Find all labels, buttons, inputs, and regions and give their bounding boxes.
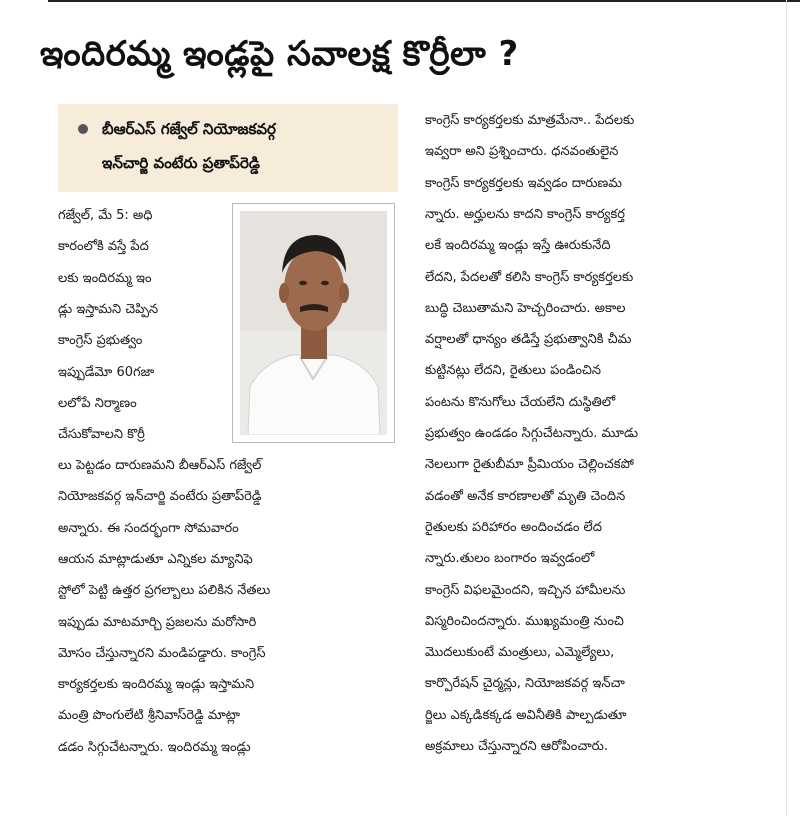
body-text-line: ఇవ్వరా అని ప్రశ్నించారు. ధనవంతులైన [425, 144, 619, 160]
body-text-line: చేసుకోవాలని కొర్రీ [58, 427, 145, 443]
body-text-line: అక్రమాలు చేస్తున్నారని ఆరోపించారు. [425, 739, 609, 754]
deck-line: ఇన్‌చార్జి వంటేరు ప్రతాప్‌రెడ్డి [102, 154, 260, 172]
body-text-line: న్నారు. అర్హులను కాదని కాంగ్రెస్ కార్యకర్త [425, 206, 626, 222]
page-edge-line [786, 0, 787, 816]
body-text-line: కార్యకర్తలకు ఇందిరమ్మ ఇండ్లు ఇస్తామని [58, 677, 255, 693]
body-text-line: కాంగ్రెస్ ప్రభుత్వం [58, 333, 143, 349]
body-text-line: లేదని, పేదలతో కలిసి కాంగ్రెస్ కార్యకర్తలకు [425, 269, 634, 285]
body-text-line: కారంలోకి వస్తే పేద [58, 239, 149, 255]
body-text-line: స్టోలో పెట్టి ఉత్తర ప్రగల్బాలు పలికిన నేతలు [58, 583, 271, 599]
body-text-line: నెలలుగా రైతుబీమా ప్రీమియం చెల్లించకపో [425, 457, 634, 473]
bullet-icon [78, 124, 88, 134]
body-text-line: ఆయన మాట్లాడుతూ ఎన్నికల మ్యానిఫె [58, 551, 253, 567]
portrait-image [240, 211, 387, 435]
body-text-line: వర్షాలతో ధాన్యం తడిస్తే ప్రభుత్వానికి చీమ [425, 332, 632, 348]
body-text-line: బుద్ధి చెబుతామని హెచ్చరించారు. అకాల [425, 300, 626, 316]
body-text-line: కార్పొరేషన్ చైర్మన్లు, నియోజకవర్గ ఇన్‌చా [425, 676, 625, 692]
body-text-line: లకే ఇందిరమ్మ ఇండ్లు ఇస్తే ఊరుకునేది [425, 238, 611, 254]
author-photo [232, 203, 395, 443]
body-text-line: ర్జిలు ఎక్కడికక్కడ అవినీతికి పాల్పడుతూ [425, 707, 627, 723]
body-text-line: వడంతో అనేక కారణాలతో మృతి చెందిన [425, 488, 626, 504]
body-text-line: ఇప్పుడేమో 60గజా [58, 364, 155, 380]
body-text-line: న్నారు.తులం బంగారం ఇవ్వడంలో [425, 551, 595, 567]
body-text-line: కాంగ్రెస్ కార్యకర్తలకు మాత్రమేనా.. పేదలకు [425, 113, 635, 128]
body-text-line: పంటను కొనుగోలు చేయలేని దుస్థితిలో [425, 394, 616, 410]
body-text-line: లకు ఇందిరమ్మ ఇం [58, 270, 152, 286]
body-text-line: మంత్రి పొంగులేటి శ్రీనివాస్‌రెడ్డి మాట్లా [58, 708, 241, 724]
top-divider [48, 0, 800, 2]
headline: ఇందిరమ్మ ఇండ్లపై సవాలక్ష కొర్రీలా ? [40, 34, 519, 74]
body-text-line: అన్నారు. ఈ సందర్భంగా సోమవారం [58, 520, 239, 536]
body-text-line: మొదలుకుంటే మంత్రులు, ఎమ్మెల్యేలు, [425, 645, 615, 661]
body-text-line: కాంగ్రెస్ విఫలమైందని, ఇచ్చిన హామీలను [425, 582, 626, 598]
body-text-line: డ్లు ఇస్తామని చెప్పిన [58, 301, 159, 317]
body-text-line: డడం సిగ్గుచేటన్నారు. ఇందిరమ్మ ఇండ్లు [58, 739, 251, 755]
body-text-line: ఇప్పుడు మాటమార్చి ప్రజలను మరోసారి [58, 614, 257, 630]
body-text-line: కుట్టినట్లు లేదని, రైతులు పండించిన [425, 363, 602, 379]
body-text-line: మోసం చేస్తున్నారని మండిపడ్డారు. కాంగ్రెస్ [58, 645, 266, 661]
body-text-line: లు పెట్టడం దారుణమని బీఆర్‌ఎస్ గజ్వేల్ [58, 458, 262, 473]
body-text-line: రైతులకు పరిహారం అందించడం లేద [425, 519, 602, 535]
body-text-line: ప్రభుత్వం ఉండడం సిగ్గుచేటన్నారు. మూడు [425, 426, 639, 441]
body-text-line: నియోజకవర్గ ఇన్‌చార్జి వంటేరు ప్రతాప్‌రెడ్డి [58, 489, 262, 505]
body-text-line: లలోపే నిర్మాణం [58, 395, 137, 411]
body-text-line: విస్మరించిందన్నారు. ముఖ్యమంత్రి నుంచి [425, 613, 624, 629]
body-text-line: గజ్వేల్, మే 5: అధి [58, 208, 153, 223]
deck-line: బీఆర్‌ఎస్ గజ్వేల్ నియోజకవర్గ [102, 120, 276, 138]
deck-box [58, 104, 398, 192]
body-text-line: కాంగ్రెస్ కార్యకర్తలకు ఇవ్వడం దారుణమ [425, 175, 622, 191]
